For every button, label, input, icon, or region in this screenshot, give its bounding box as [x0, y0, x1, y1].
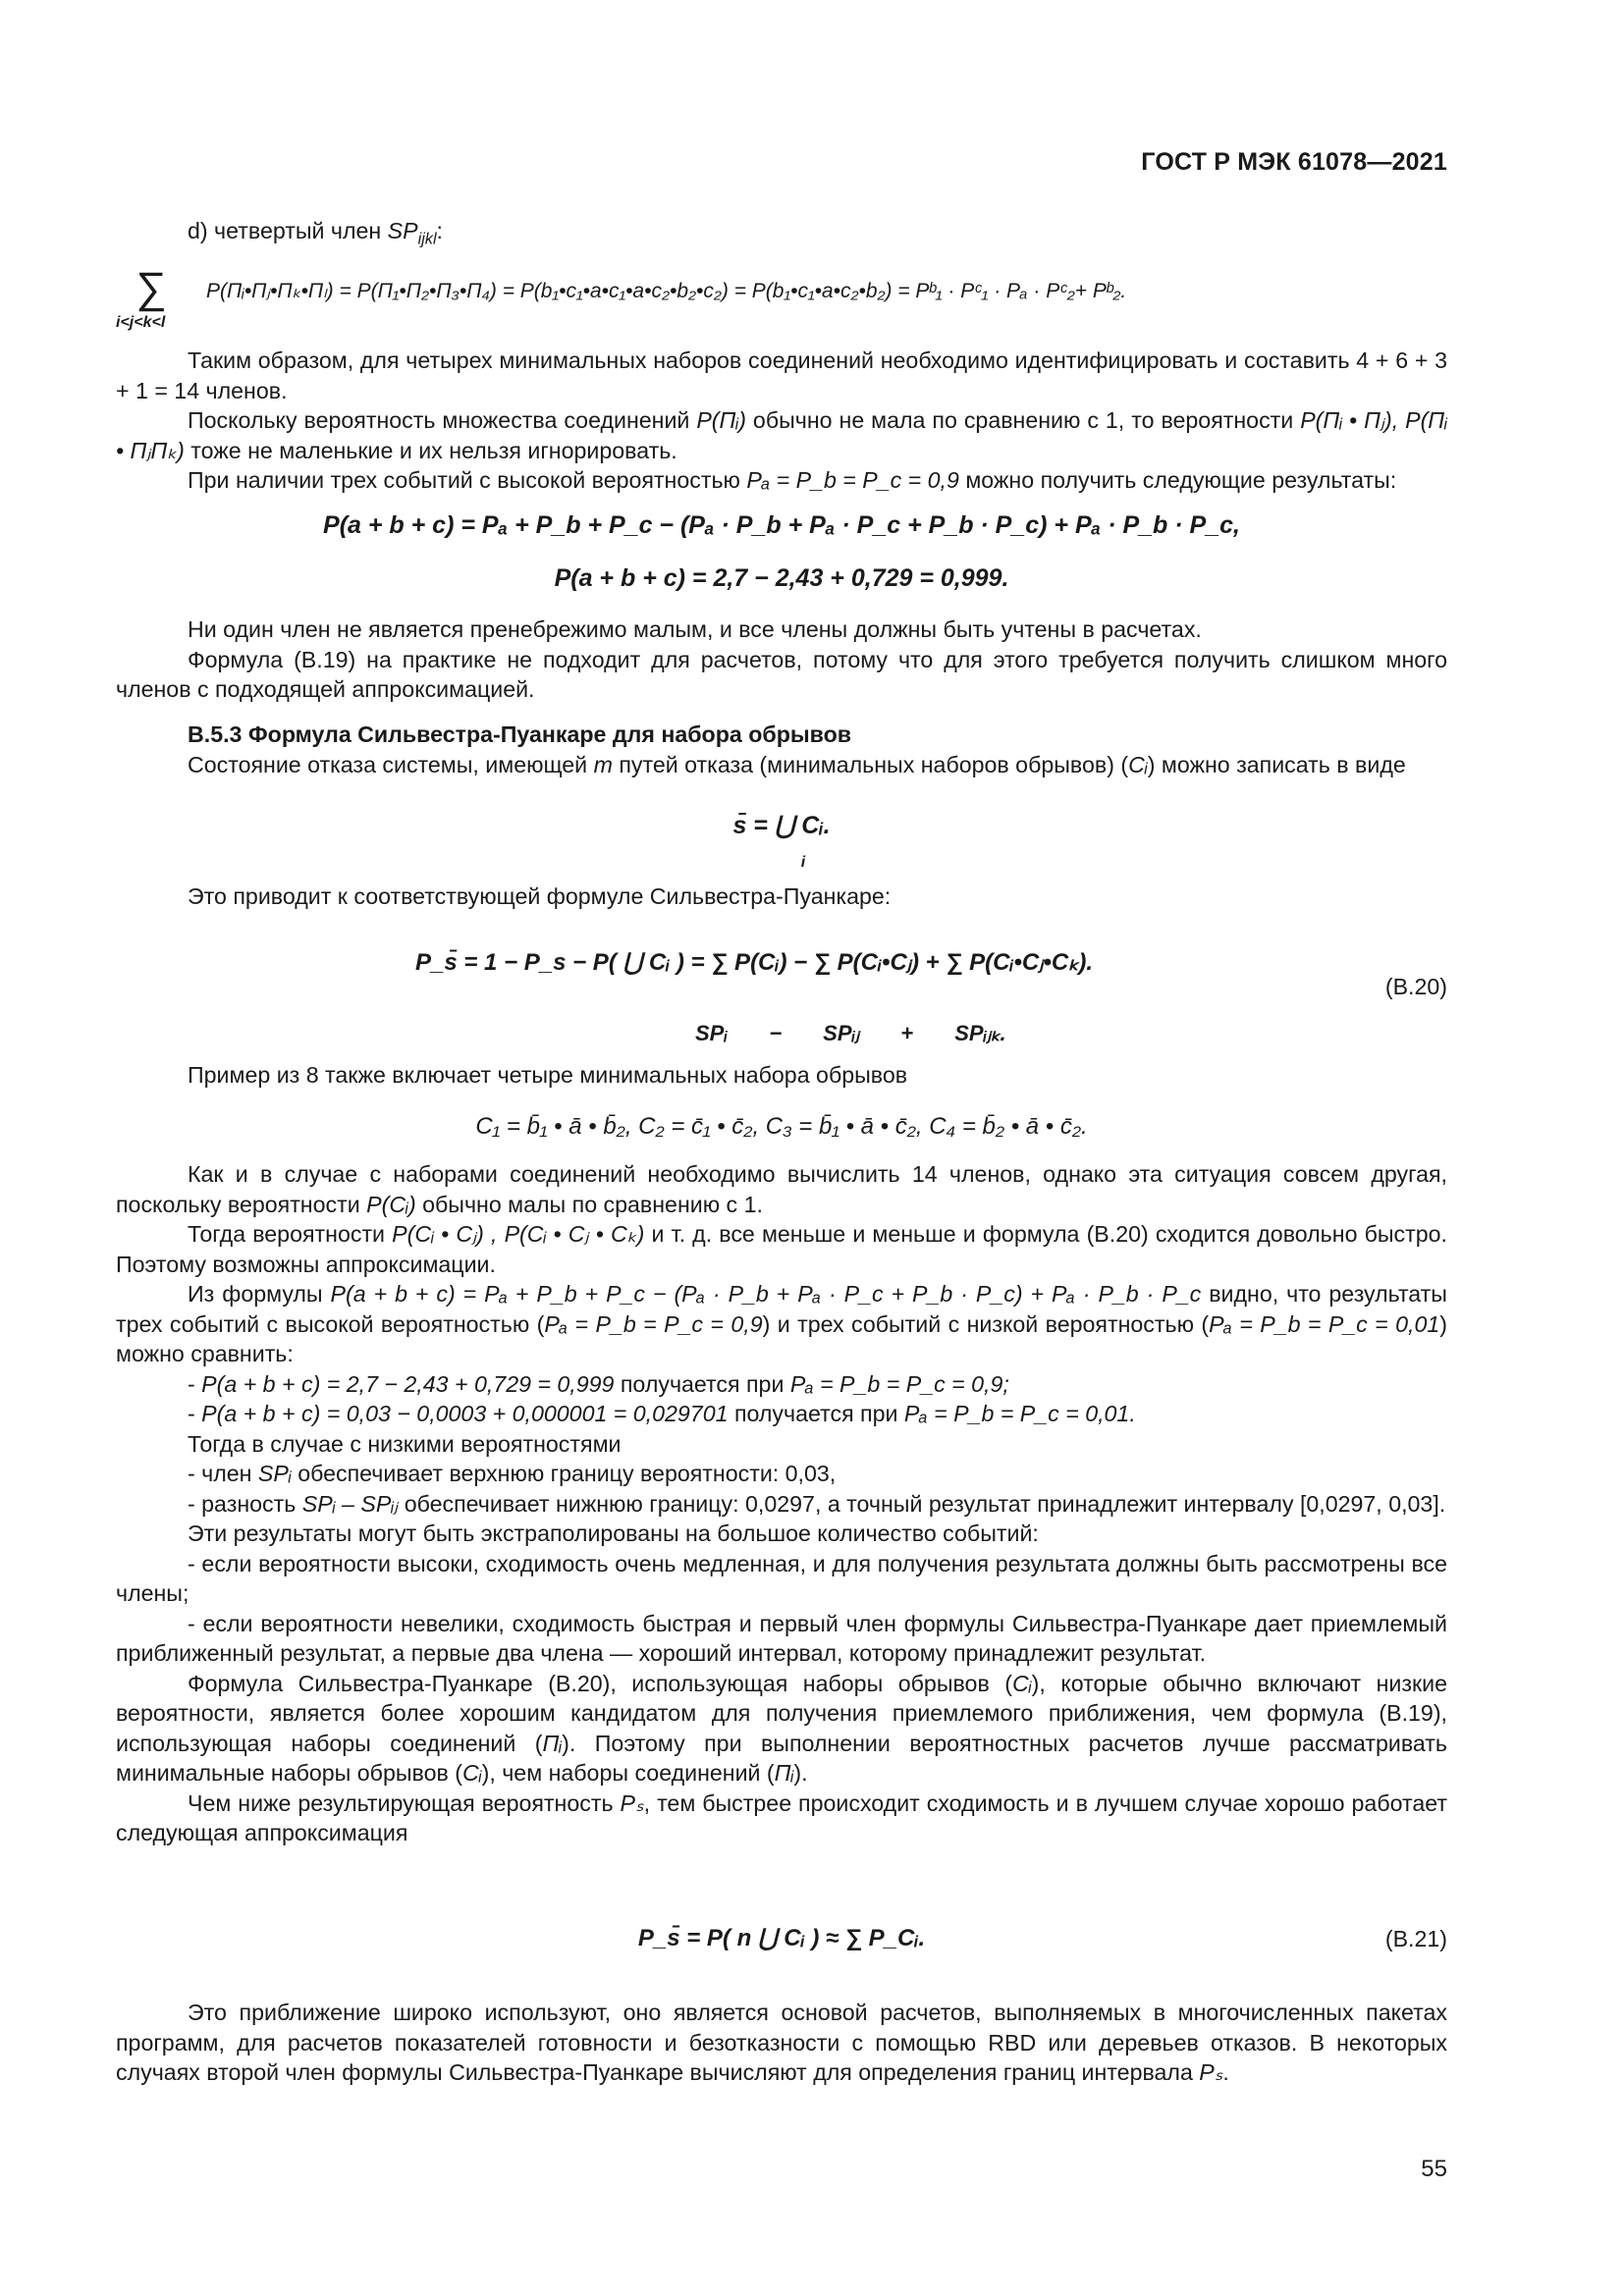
item-d-text: d) четвертый член — [188, 218, 388, 243]
paragraph-13: Эти результаты могут быть экстраполированы на большое количество событий: — [188, 1521, 1039, 1546]
document-page — [116, 0, 1447, 2296]
section-title: В.5.3 Формула Сильвестра-Пуанкаре для набора обрывов — [188, 721, 852, 747]
paragraph-12: Тогда в случае с низкими вероятностями — [188, 1430, 622, 1457]
list-item-1: - P(a + b + c) = 2,7 − 2,43 + 0,729 = 0,999 получается при Pₐ = P_b = P_c = 0,9; — [188, 1370, 1009, 1397]
document-header: ГОСТ Р МЭК 61078—2021 — [1141, 148, 1447, 176]
list-item-4: - разность SPᵢ – SPᵢⱼ обеспечивает нижнюю границу: 0,0297, а точный результат принадлежит интервалу [0,0297, 0,03]. — [188, 1490, 1446, 1517]
fourth-term-formula: P(Πᵢ•Πⱼ•Πₖ•Πₗ) = P(Π₁•Π₂•Π₃•Π₄) = P(b₁•c₁•a•c₁•a•c₂•b₂•c₂) = P(b₁•c₁•a•c₂•b₂) = Pᵇ₁ · Pᶜ₁ · Pₐ · Pᶜ₂+ Pᵇ₂. — [206, 280, 1127, 302]
b21-formula: P_s̄ = P( n ⋃ Cᵢ ) ≈ ∑ P_Cᵢ. — [637, 1925, 926, 1951]
paragraph-10: Тогда вероятности P(Cᵢ • Cⱼ) , P(Cᵢ • Cⱼ • Cₖ) и т. д. все меньше и меньше и формула (В.20) сходится довольно быстро. Поэтому возможны аппроксимации. — [116, 1221, 1447, 1277]
paragraph-1: Таким образом, для четырех минимальных наборов соединений необходимо идентифицировать и составить 4 + 6 + 3 + 1 = 14 членов. — [116, 347, 1447, 403]
paragraph-4: Ни один член не является пренебрежимо малым, и все члены должны быть учтены в расчетах. — [188, 616, 1202, 642]
b20-sp-terms: SPᵢ − SPᵢⱼ + SPᵢⱼₖ. — [695, 1021, 1006, 1045]
body-block-1 — [116, 346, 1447, 496]
sum-index: i<j<k<l — [116, 314, 166, 331]
paragraph-6: Состояние отказа системы, имеющей m путей отказа (минимальных наборов обрывов) (Cᵢ) можно записать в виде — [188, 751, 1406, 777]
paragraph-5: Формула (В.19) на практике не подходит для расчетов, потому что для этого требуется получить слишком много членов с подходящей аппроксимацией. — [116, 646, 1447, 702]
body-block-6 — [116, 1998, 1447, 2088]
list-item-5: - если вероятности высоки, сходимость очень медленная, и для получения результата должны быть рассмотрены все члены; — [116, 1550, 1447, 1606]
equation-b20 — [116, 928, 1447, 1055]
body-block-5 — [116, 1159, 1447, 1848]
b20-formula: P_s̄ = 1 − P_s − P( ⋃ Cᵢ ) = ∑ P(Cᵢ) − ∑ P(Cᵢ•Cⱼ) + ∑ P(Cᵢ•Cⱼ•Cₖ). — [415, 949, 1094, 976]
equation-sum3: P(a + b + c) = Pₐ + P_b + P_c − (Pₐ · P_b + Pₐ · P_c + P_b · P_c) + Pₐ · P_b · P_c, — [323, 511, 1240, 539]
section-b53 — [116, 720, 1447, 779]
equation-num3: P(a + b + c) = 2,7 − 2,43 + 0,729 = 0,999. — [554, 564, 1009, 592]
paragraph-2: Поскольку вероятность множества соединений P(Πᵢ) обычно не мала по сравнению с 1, то вероятности P(Πᵢ • Πⱼ), P(Πᵢ • ΠⱼΠₖ) тоже не маленькие и их нельзя игнорировать. — [116, 407, 1447, 463]
list-item-3: - член SPᵢ обеспечивает верхнюю границу вероятности: 0,03, — [188, 1461, 837, 1486]
equation-cutsets: C₁ = b̄₁ • ā • b̄₂, C₂ = c̄₁ • c̄₂, C₃ = b̄₁ • ā • c̄₂, C₄ = b̄₂ • ā • c̄₂. — [475, 1113, 1088, 1140]
b20-label: (В.20) — [1384, 973, 1447, 999]
equation-b21 — [116, 1899, 1447, 1988]
paragraph-14: Формула Сильвестра-Пуанкаре (В.20), использующая наборы обрывов (Cᵢ), которые обычно включают низкие вероятности, является более хорошим кандидатом для получения приемлемого приближения, чем формула (В.19), использующая наборы соединений (Πᵢ). Поэтому при выполнении вероятностных расчетов лучше рассматривать минимальные наборы обрывов (Cᵢ), чем наборы соединений (Πᵢ). — [116, 1670, 1447, 1786]
body-block-2 — [116, 614, 1447, 705]
b21-label: (В.21) — [1384, 1925, 1447, 1951]
list-item-6: - если вероятности невелики, сходимость быстрая и первый член формулы Сильвестра-Пуанкаре дает приемлемый приближенный результат, а первые два члена — хороший интервал, которому принадлежит результат. — [116, 1610, 1447, 1666]
equation-sbar: s̄ = ⋃ Cᵢ. i — [732, 812, 831, 871]
list-item-2: - P(a + b + c) = 0,03 − 0,0003 + 0,000001 = 0,029701 получается при Pₐ = P_b = P_c = 0,01. — [188, 1401, 1136, 1426]
body-block-4 — [116, 1060, 1447, 1091]
paragraph-16: Это приближение широко используют, оно является основой расчетов, выполняемых в многочисленных пакетах программ, для расчетов показателей готовности и безотказности с помощью RBD или деревьев отказов. В некоторых случаях второй член формулы Сильвестра-Пуанкаре вычисляют для определения границ интервала Pₛ. — [116, 2000, 1447, 2085]
page-number: 55 — [1421, 2156, 1447, 2182]
paragraph-9: Как и в случае с наборами соединений необходимо вычислить 14 членов, однако эта ситуация совсем другая, поскольку вероятности P(Cᵢ) обычно малы по сравнению с 1. — [116, 1161, 1447, 1217]
sum-symbol: ∑ — [135, 264, 167, 312]
sp-ijkl: $SP_{ijkl}$ — [387, 218, 437, 248]
paragraph-8: Пример из 8 также включает четыре минимальных набора обрывов — [188, 1062, 908, 1088]
paragraph-15: Чем ниже результирующая вероятность Pₛ, тем быстрее происходит сходимость и в лучшем случае хорошо работает следующая аппроксимация — [116, 1789, 1447, 1845]
equation-fourth-term — [116, 264, 1447, 336]
body-block-3 — [116, 881, 1447, 912]
paragraph-7: Это приводит к соответствующей формуле Сильвестра-Пуанкаре: — [188, 883, 892, 909]
item-d: d) четвертый член $SP_{ijkl}$: — [188, 218, 443, 248]
paragraph-11: Из формулы P(a + b + c) = Pₐ + P_b + P_c − (Pₐ · P_b + Pₐ · P_c + P_b · P_c) + Pₐ · P_b · P_c видно, что результаты трех событий с высокой вероятностью (Pₐ = P_b = P_c = 0,9) и трех событий с низкой вероятностью (Pₐ = P_b = P_c = 0,01) можно сравнить: — [116, 1281, 1447, 1366]
paragraph-3: При наличии трех событий с высокой вероятностью Pₐ = P_b = P_c = 0,9 можно получить следующие результаты: — [188, 467, 1397, 493]
